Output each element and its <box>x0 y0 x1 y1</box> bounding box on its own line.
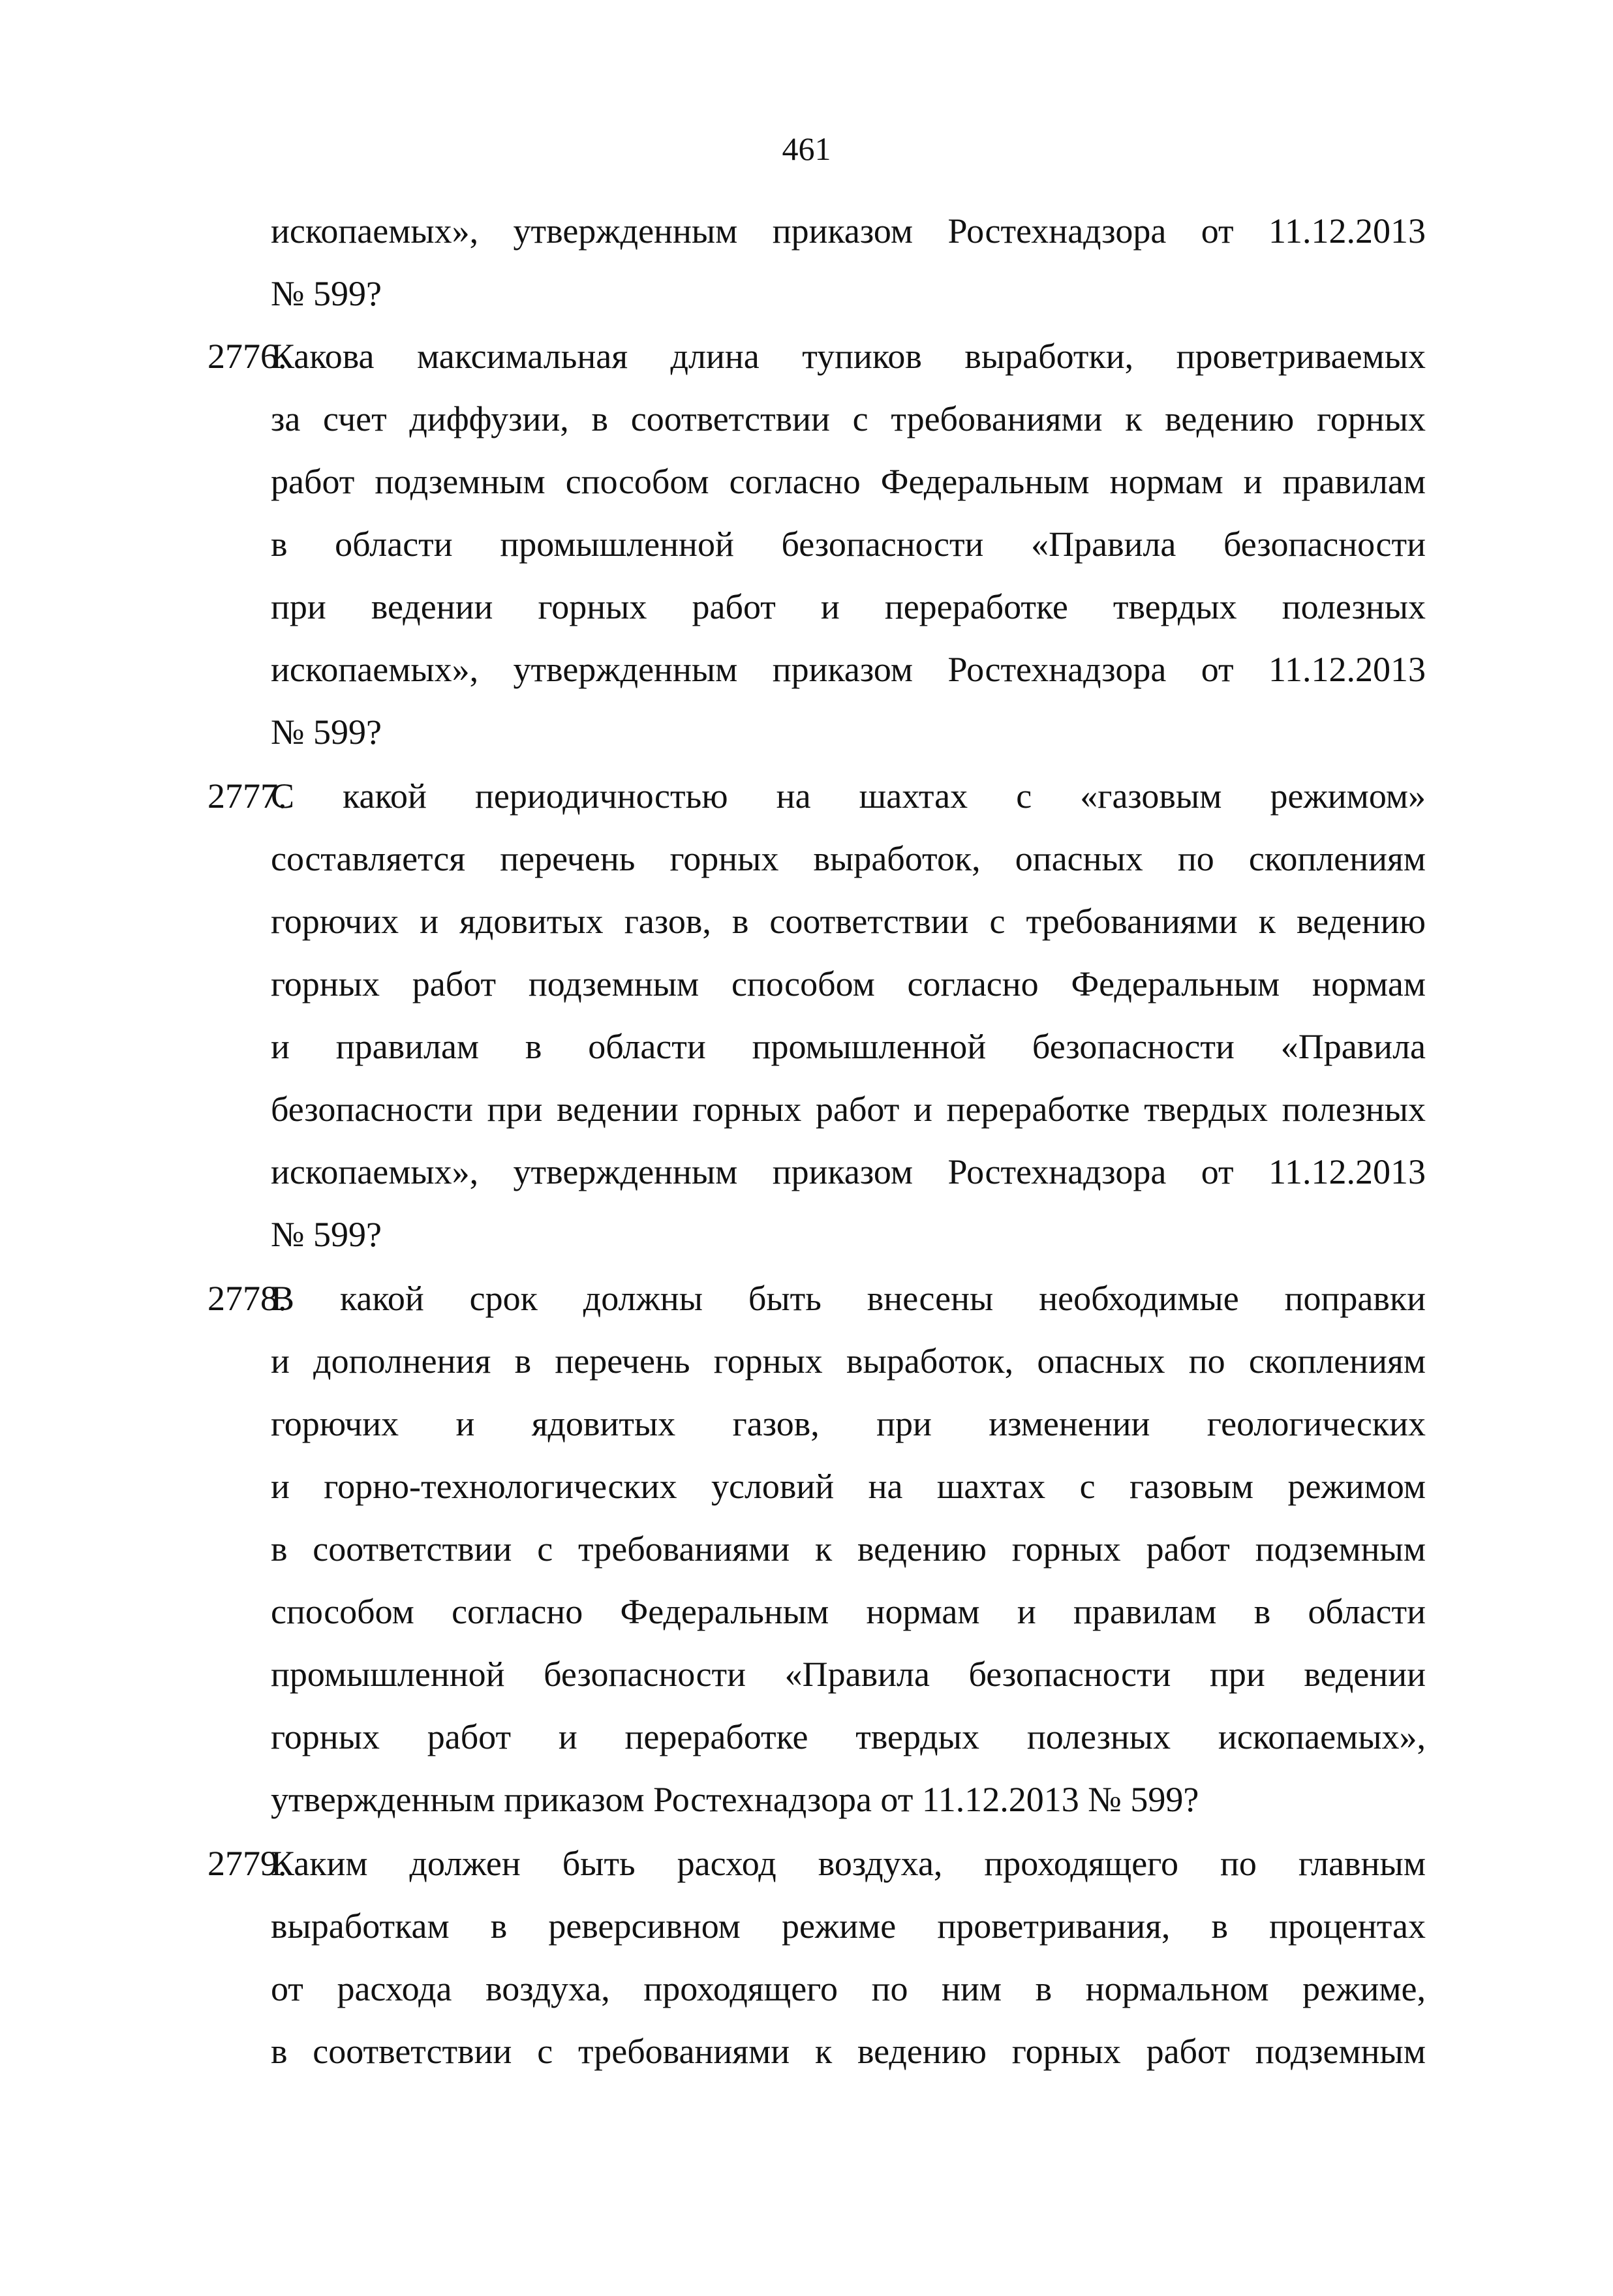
continuation-line: № 599? <box>271 274 382 313</box>
item-line: горных работ и переработке твердых полезных ископаемых», <box>271 1717 1426 1756</box>
item-number: 2776. <box>207 337 287 376</box>
item-number: 2777. <box>207 776 287 816</box>
item-line: за счет диффузии, в соответствии с требованиями к ведению горных <box>271 399 1426 438</box>
item-text: Каким должен быть расход воздуха, проходящего по главным <box>271 1844 1426 1883</box>
item-line: составляется перечень горных выработок, опасных по скоплениям <box>271 839 1426 878</box>
item-line: и дополнения в перечень горных выработок, опасных по скоплениям <box>271 1341 1426 1381</box>
item-text: Какова максимальная длина тупиков выработки, проветриваемых <box>271 337 1426 376</box>
item-line: № 599? <box>271 712 382 752</box>
list-item-2779 <box>207 1843 1426 1884</box>
item-line: работ подземным способом согласно Федеральным нормам и правилам <box>271 462 1426 501</box>
item-line: при ведении горных работ и переработке твердых полезных <box>271 587 1426 626</box>
item-number: 2779. <box>207 1844 287 1883</box>
item-line: выработкам в реверсивном режиме проветривания, в процентах <box>271 1906 1426 1946</box>
item-line: способом согласно Федеральным нормам и правилам в области <box>271 1592 1426 1631</box>
list-item-2776 <box>207 335 1426 377</box>
item-line: в соответствии с требованиями к ведению горных работ подземным <box>271 2032 1426 2071</box>
item-line: промышленной безопасности «Правила безопасности при ведении <box>271 1655 1426 1694</box>
item-line: безопасности при ведении горных работ и переработке твердых полезных <box>271 1090 1426 1129</box>
item-line: и правилам в области промышленной безопасности «Правила <box>271 1027 1426 1066</box>
list-item-2777 <box>207 775 1426 817</box>
page-number: 461 <box>782 130 831 167</box>
continuation-line: ископаемых», утвержденным приказом Ростехнадзора от 11.12.2013 <box>271 211 1426 251</box>
item-text: В какой срок должны быть внесены необходимые поправки <box>271 1279 1426 1318</box>
list-item-2778 <box>207 1278 1426 1319</box>
item-line: горючих и ядовитых газов, в соответствии с требованиями к ведению <box>271 902 1426 941</box>
item-text: С какой периодичностью на шахтах с «газовым режимом» <box>271 776 1426 816</box>
item-line: ископаемых», утвержденным приказом Ростехнадзора от 11.12.2013 <box>271 650 1426 689</box>
item-line: утвержденным приказом Ростехнадзора от 11.12.2013 № 599? <box>271 1780 1199 1819</box>
item-line: № 599? <box>271 1215 382 1254</box>
item-line: в соответствии с требованиями к ведению горных работ подземным <box>271 1529 1426 1569</box>
item-line: от расхода воздуха, проходящего по ним в нормальном режиме, <box>271 1969 1426 2008</box>
item-number: 2778. <box>207 1279 287 1318</box>
item-line: горных работ подземным способом согласно Федеральным нормам <box>271 964 1426 1003</box>
item-line: и горно-технологических условий на шахтах с газовым режимом <box>271 1467 1426 1506</box>
item-line: горючих и ядовитых газов, при изменении геологических <box>271 1404 1426 1443</box>
item-line: ископаемых», утвержденным приказом Ростехнадзора от 11.12.2013 <box>271 1152 1426 1191</box>
item-line: в области промышленной безопасности «Правила безопасности <box>271 525 1426 564</box>
